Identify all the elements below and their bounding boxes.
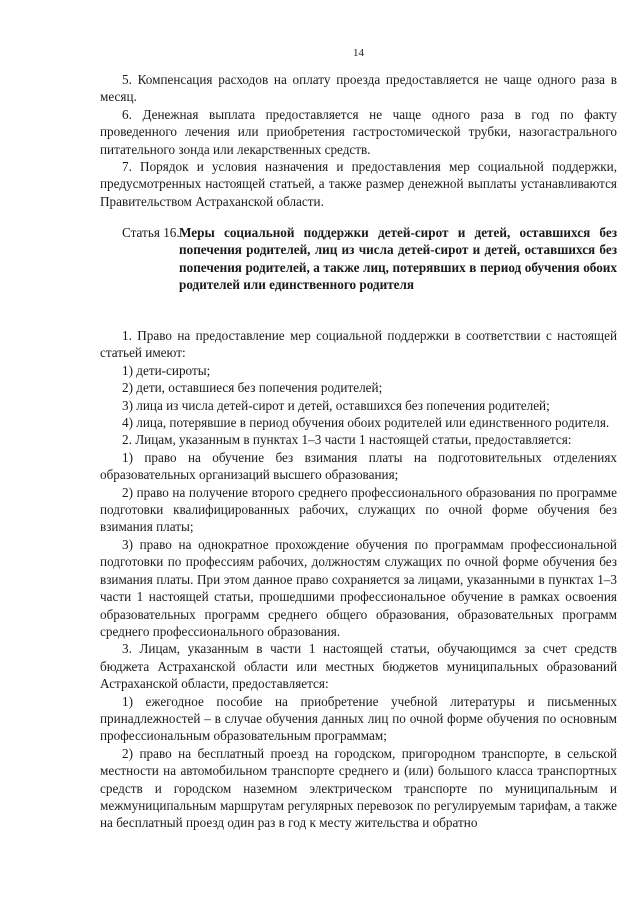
paragraph: 2. Лицам, указанным в пунктах 1–3 части 1 настоящей статьи, предоставляется: — [122, 432, 572, 448]
list-item: 2) дети, оставшиеся без попечения родителей; — [122, 380, 383, 396]
article-body — [100, 327, 617, 832]
article-number: Статья 16. — [122, 225, 180, 240]
list-item: 1) ежегодное пособие на приобретение учебной литературы и письменных принадлежностей – в случае обучения данных лиц по очной форме обучения по основным профессиональным образовательным программам; — [100, 693, 617, 744]
paragraph: 3. Лицам, указанным в части 1 настоящей статьи, обучающимся за счет средств бюджета Астраханской области или местных бюджетов муниципальных образований Астраханской области, предоставляется: — [100, 641, 617, 692]
list-item: 2) право на бесплатный проезд на городском, пригородном транспорте, в сельской местности на автомобильном транспорте среднего и (или) большого класса транспортных средств и городском наземном электрическом транспорте по муниципальным и межмуниципальным маршрутам регулярных перевозок по регулируемым тарифам, а также на бесплатный проезд один раз в год к месту жительства и обратно — [100, 745, 617, 831]
list-item: 2) право на получение второго среднего профессионального образования по программе подготовки квалифицированных рабочих, служащих по очной форме обучения без взимания платы; — [100, 484, 617, 535]
list-item: 3) лица из числа детей-сирот и детей, оставшихся без попечения родителей; — [122, 397, 550, 413]
paragraph: 7. Порядок и условия назначения и предоставления мер социальной поддержки, предусмотренных настоящей статьей, а также размер денежной выплаты устанавливаются Правительством Астраханской области. — [100, 159, 617, 209]
paragraph: 5. Компенсация расходов на оплату проезда предоставляется не чаще одного раза в месяц. — [100, 72, 617, 105]
list-item: 3) право на однократное прохождение обучения по программам профессиональной подготовки по профессиям рабочих, должностям служащих по очной форме обучения без взимания платы. При этом данное право сохраняется за лицами, указанными в пунктах 1–3 части 1 настоящей статьи, прошедшими профессиональное обучение в рамках освоения образовательных программ среднего общего образования, образовательных программ среднего профессионального образования. — [100, 536, 617, 639]
paragraph: 1. Право на предоставление мер социальной поддержки в соответствии с настоящей статьей имеют: — [100, 328, 617, 361]
top-paragraphs — [100, 71, 617, 210]
article-heading — [122, 224, 617, 294]
article-title: Меры социальной поддержки детей-сирот и детей, оставшихся без попечения родителей, лиц из числа детей-сирот и детей, оставшихся без попечения родителей, а также лиц, потерявших в период обучения обоих родителей или единственного родителя — [179, 225, 617, 293]
list-item: 4) лица, потерявшие в период обучения обоих родителей или единственного родителя. — [122, 415, 610, 431]
page-number: 14 — [353, 47, 364, 59]
paragraph: 6. Денежная выплата предоставляется не чаще одного раза в год по факту проведенного лечения или приобретения гастростомической трубки, назогастрального питательного зонда или лекарственных средств. — [100, 106, 617, 157]
list-item: 1) право на обучение без взимания платы на подготовительных отделениях образовательных организаций высшего образования; — [100, 449, 617, 483]
list-item: 1) дети-сироты; — [122, 362, 211, 378]
